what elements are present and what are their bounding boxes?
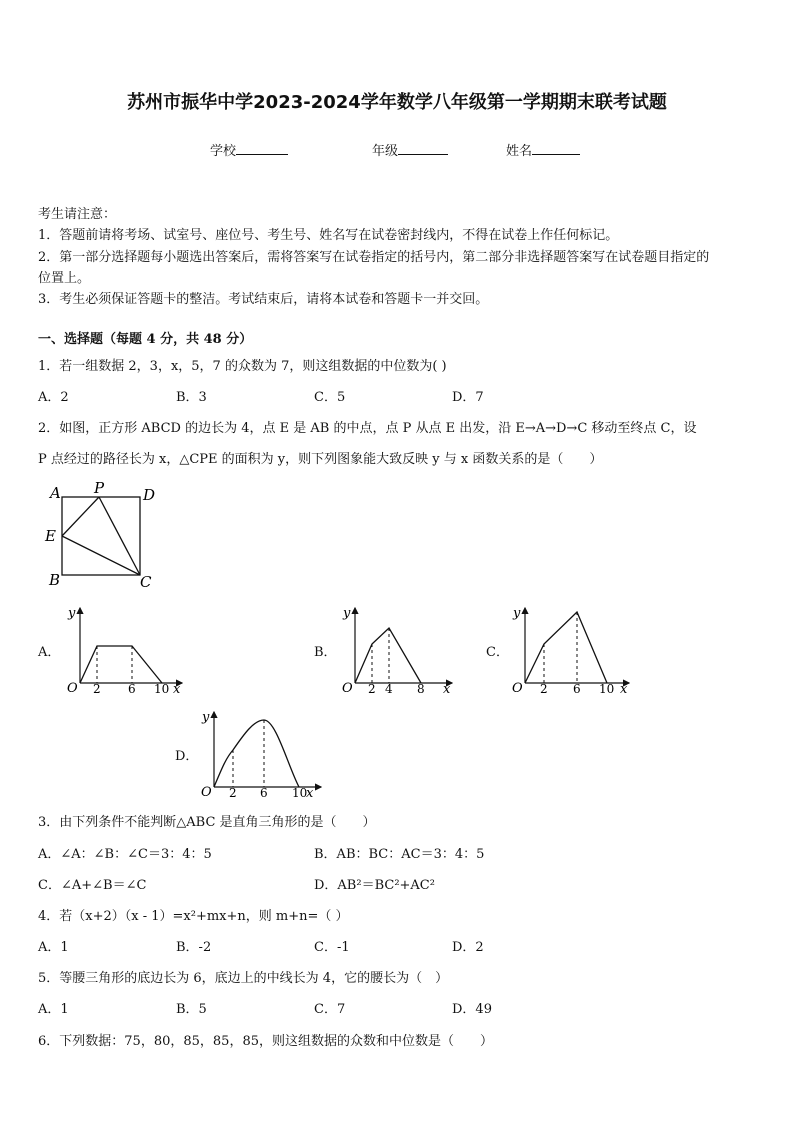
origin-label: O	[201, 785, 212, 799]
notice-item: 位置上。	[38, 271, 91, 286]
grade-field[interactable]	[372, 140, 448, 159]
origin-label: O	[342, 681, 353, 695]
q1-option-b[interactable]: B．3	[176, 390, 207, 405]
tick-label: 2	[540, 682, 548, 695]
y-label: y	[68, 606, 76, 621]
label-d: D	[143, 486, 156, 504]
tick-label: 8	[417, 682, 425, 695]
name-label: 姓名	[506, 144, 533, 159]
question-4-stem: 4．若（x+2）（x - 1）=x²+mx+n，则 m+n=（ ）	[38, 909, 349, 924]
q3-option-b[interactable]: B．AB：BC：AC＝3：4：5	[314, 847, 485, 862]
square-figure	[40, 480, 170, 592]
notice-item: 3．考生必须保证答题卡的整洁。考试结束后，请将本试卷和答题卡一并交回。	[38, 292, 489, 307]
graph-a	[62, 600, 192, 695]
graph-d	[196, 704, 331, 799]
tick-label: 10	[154, 682, 170, 695]
q2-option-a[interactable]: A．	[38, 645, 61, 660]
question-1-stem: 1．若一组数据 2，3，x，5，7 的众数为 7，则这组数据的中位数为( )	[38, 359, 447, 374]
q2-option-c[interactable]: C．	[486, 645, 509, 660]
q4-option-a[interactable]: A．1	[38, 940, 69, 955]
label-c: C	[140, 573, 152, 591]
q5-option-b[interactable]: B．5	[176, 1002, 207, 1017]
notice-item: 2．第一部分选择题每小题选出答案后，需将答案写在试卷指定的括号内，第二部分非选择题答案写在试卷题目指定的	[38, 250, 710, 265]
q5-option-d[interactable]: D．49	[452, 1002, 492, 1017]
name-field[interactable]	[506, 140, 580, 159]
graph-a-curve	[80, 646, 162, 683]
x-label: x	[173, 682, 181, 695]
graph-c-curve	[525, 612, 607, 683]
tick-label: 2	[93, 682, 101, 695]
segment-ep	[62, 497, 99, 536]
q2-option-b[interactable]: B．	[314, 645, 337, 660]
tick-label: 10	[292, 786, 308, 799]
school-blank[interactable]	[236, 140, 288, 155]
q4-option-b[interactable]: B．-2	[176, 940, 212, 955]
question-2-line2: P 点经过的路径长为 x，△CPE 的面积为 y，则下列图象能大致反映 y 与 x 函数关系的是（ ）	[38, 452, 603, 467]
q3-option-c[interactable]: C．∠A+∠B＝∠C	[38, 878, 147, 893]
school-field[interactable]	[210, 140, 288, 159]
graph-c	[507, 600, 637, 695]
question-6-stem: 6．下列数据：75，80，85，85，85，则这组数据的众数和中位数是（ ）	[38, 1034, 493, 1049]
y-label: y	[513, 606, 521, 621]
tick-label: 6	[573, 682, 581, 695]
graph-b-curve	[355, 628, 421, 683]
graph-d-curve	[214, 720, 299, 787]
graph-b	[337, 600, 462, 695]
square-abcd	[62, 497, 140, 575]
y-label: y	[343, 606, 351, 621]
grade-blank[interactable]	[398, 140, 448, 155]
tick-label: 10	[599, 682, 615, 695]
question-2-line1: 2．如图，正方形 ABCD 的边长为 4，点 E 是 AB 的中点，点 P 从点 E 出发，沿 E→A→D→C 移动至终点 C，设	[38, 421, 697, 436]
label-e: E	[45, 527, 56, 545]
q3-option-a[interactable]: A．∠A：∠B：∠C＝3：4：5	[38, 847, 212, 862]
q2-option-d[interactable]: D．	[175, 749, 199, 764]
segment-ec	[62, 536, 140, 575]
q4-option-d[interactable]: D．2	[452, 940, 484, 955]
q1-option-a[interactable]: A．2	[38, 390, 69, 405]
question-5-stem: 5．等腰三角形的底边长为 6，底边上的中线长为 4，它的腰长为（ ）	[38, 971, 449, 986]
grade-label: 年级	[372, 144, 399, 159]
tick-label: 2	[229, 786, 237, 799]
tick-label: 6	[260, 786, 268, 799]
y-label: y	[202, 710, 210, 725]
label-p: P	[94, 480, 105, 497]
q5-option-c[interactable]: C．7	[314, 1002, 346, 1017]
tick-label: 2	[368, 682, 376, 695]
tick-label: 6	[128, 682, 136, 695]
label-a: A	[50, 484, 61, 502]
q1-option-c[interactable]: C．5	[314, 390, 346, 405]
notice-heading: 考生请注意：	[38, 207, 117, 222]
x-label: x	[443, 682, 451, 695]
x-label: x	[620, 682, 628, 695]
name-blank[interactable]	[532, 140, 580, 155]
section-heading: 一、选择题（每题 4 分，共 48 分）	[38, 332, 253, 347]
origin-label: O	[67, 681, 78, 695]
exam-title: 苏州市振华中学2023-2024学年数学八年级第一学期期末联考试题	[127, 92, 667, 113]
label-b: B	[49, 571, 61, 589]
school-label: 学校	[210, 144, 237, 159]
notice-item: 1．答题前请将考场、试室号、座位号、考生号、姓名写在试卷密封线内，不得在试卷上作任何标记。	[38, 228, 619, 243]
segment-pc	[99, 497, 140, 575]
q4-option-c[interactable]: C．-1	[314, 940, 350, 955]
origin-label: O	[512, 681, 523, 695]
question-3-stem: 3．由下列条件不能判断△ABC 是直角三角形的是（ ）	[38, 815, 376, 830]
q1-option-d[interactable]: D．7	[452, 390, 484, 405]
x-label: x	[306, 786, 314, 799]
q5-option-a[interactable]: A．1	[38, 1002, 69, 1017]
tick-label: 4	[385, 682, 393, 695]
q3-option-d[interactable]: D．AB²＝BC²+AC²	[314, 878, 435, 893]
